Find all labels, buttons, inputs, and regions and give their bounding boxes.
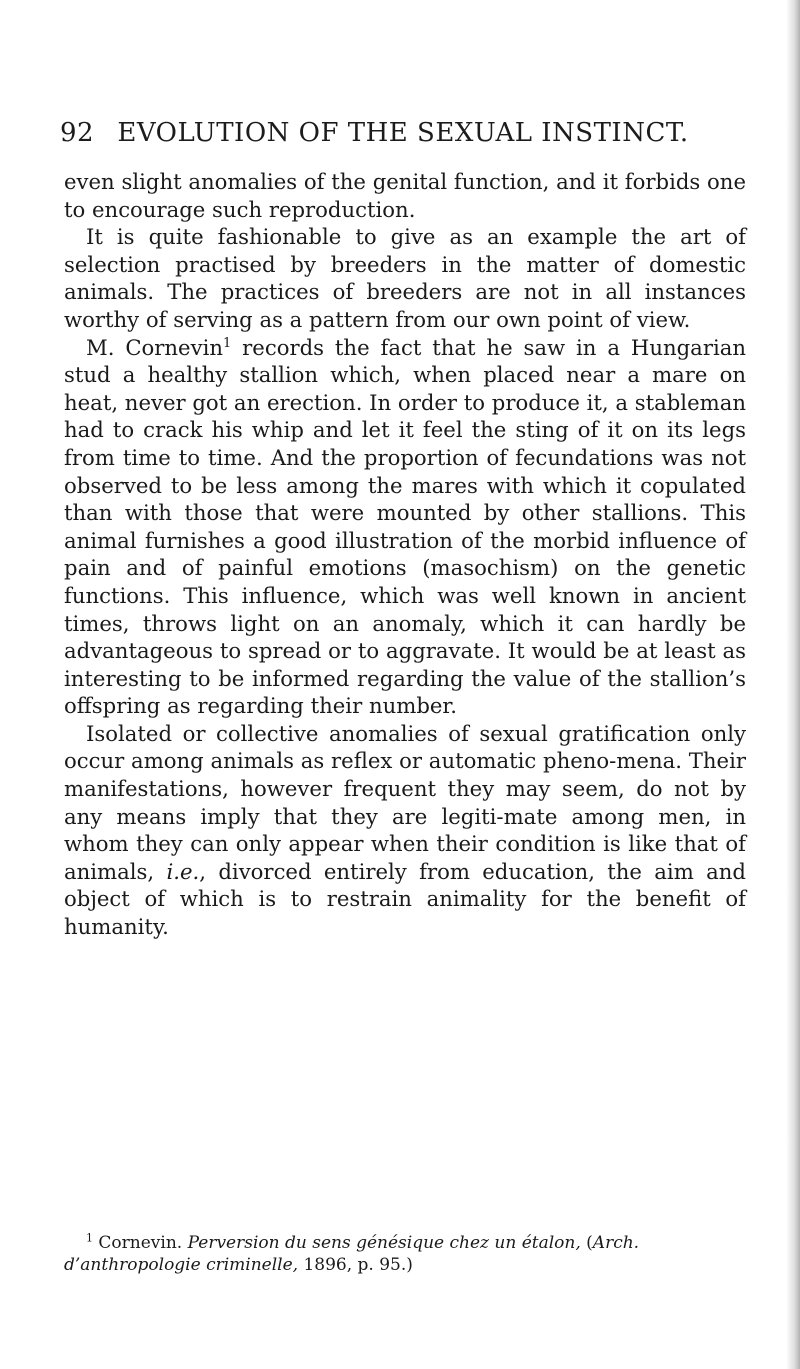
- footnote-details: 1896, p. 95.): [298, 1255, 413, 1275]
- footnote: [64, 1232, 746, 1276]
- running-title: EVOLUTION OF THE SEXUAL INSTINCT.: [117, 118, 689, 148]
- paragraph-4-start: Isolated or collective anomalies of sexual gratification only occur among animals as reflex or automatic pheno-mena. Their manifestations, however frequent they may seem, do not by any means imply that they are legiti-mate among men, in whom they can only appear when their condition is like that of animals,: [64, 720, 746, 884]
- footnote-mark: 1: [86, 1231, 93, 1245]
- page-edge-shadow: [786, 0, 800, 1369]
- body-text: [64, 168, 746, 941]
- paragraph-3: [64, 334, 746, 720]
- footnote-title: Perversion du sens génésique chez un étalon,: [187, 1233, 581, 1253]
- paragraph-3-rest: records the fact that he saw in a Hungarian stud a healthy stallion which, when placed near a mare on heat, never got an erection. In order to produce it, a stableman had to crack his whip and let it feel the sting of it on its legs from time to time. And the proportion of fecundations was not observed to be less among the mares with which it copulated than with those that were mounted by other stallions. This animal furnishes a good illustration of the morbid influence of pain and of painful emotions (masochism) on the genetic functions. This influence, which was well known in ancient times, throws light on an anomaly, which it can hardly be advantageous to spread or to aggravate. It would be at least as interesting to be informed regarding the value of the stallion’s offspring as regarding their number.: [64, 334, 746, 719]
- paragraph-1: even slight anomalies of the genital function, and it forbids one to encourage such reproduction.: [64, 169, 746, 222]
- footnote-journal: Arch. d’anthropologie criminelle,: [64, 1233, 640, 1275]
- footnote-reference[interactable]: 1: [223, 335, 232, 351]
- page-header: [60, 118, 740, 148]
- paragraph-4-ie: i.e.: [166, 858, 200, 884]
- paragraph-3-start: M. Cornevin: [86, 334, 223, 360]
- paragraph-4: [64, 720, 746, 941]
- paragraph-2: It is quite fashionable to give as an example the art of selection practised by breeders in the matter of domestic animals. The practices of breeders are not in all instances worthy of serving as a pattern from our own point of view.: [64, 224, 746, 332]
- footnote-paren: (: [580, 1233, 593, 1253]
- footnote-author: Cornevin.: [98, 1233, 183, 1253]
- paragraph-4-rest: , divorced entirely from education, the aim and object of which is to restrain animality for the benefit of humanity.: [64, 858, 746, 940]
- page-number: 92: [60, 118, 95, 148]
